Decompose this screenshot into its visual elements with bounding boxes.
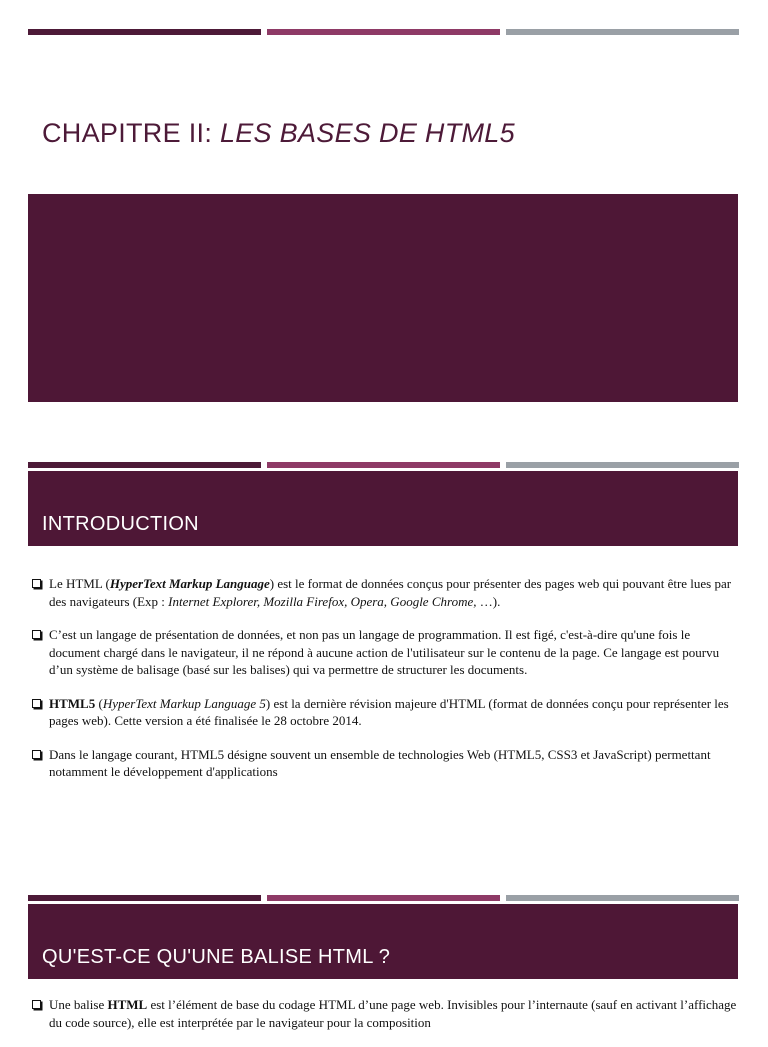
decor-stripe-mid <box>267 895 500 901</box>
balise-bullet-list <box>32 996 738 1047</box>
decor-stripe-grey <box>506 462 739 468</box>
decor-stripe-grey <box>506 895 739 901</box>
decor-stripe-mid <box>267 462 500 468</box>
intro-bullet-3: HTML5 (HyperText Markup Language 5) est la dernière révision majeure d'HTML (format de données conçu pour représenter les pages web). Cette version a été finalisée le 28 octobre 2014. <box>32 695 738 730</box>
decor-stripe-dark <box>28 895 261 901</box>
balise-banner <box>28 904 738 979</box>
intro-heading: INTRODUCTION <box>42 513 199 535</box>
checkbox-bullet-icon <box>32 630 41 639</box>
decor-stripe-dark <box>28 462 261 468</box>
checkbox-bullet-icon <box>32 1000 41 1009</box>
intro-bullet-1: Le HTML (HyperText Markup Language) est le format de données conçus pour présenter des pages web qui pouvant être lues par des navigateurs (Exp : Internet Explorer, Mozilla Firefox, Opera, Google Chrome, …). <box>32 575 738 610</box>
chapter-title-plain: CHAPITRE II: <box>42 118 220 148</box>
intro-bullet-list <box>32 575 738 797</box>
decor-stripe-dark <box>28 29 261 35</box>
checkbox-bullet-icon <box>32 579 41 588</box>
title-banner <box>28 194 738 402</box>
intro-bullet-4: Dans le langage courant, HTML5 désigne souvent un ensemble de technologies Web (HTML5, CSS3 et JavaScript) permettant notamment le développement d'applications <box>32 746 738 781</box>
checkbox-bullet-icon <box>32 699 41 708</box>
chapter-title <box>42 118 515 149</box>
balise-bullet-1: Une balise HTML est l’élément de base du codage HTML d’une page web. Invisibles pour l’internaute (sauf en activant l’affichage du code source), elle est interprétée par le navigateur pour la composition <box>32 996 738 1031</box>
checkbox-bullet-icon <box>32 750 41 759</box>
intro-bullet-2: C’est un langage de présentation de données, et non pas un langage de programmation. Il est figé, c'est-à-dire qu'une fois le document chargé dans le navigateur, il ne répond à aucune action de l'utilisateur sur le contenu de la page. Ce langage est pourvu d’un système de balisage (basé sur les balises) qui va permettre de structurer les documents. <box>32 626 738 679</box>
chapter-title-italic: LES BASES DE HTML5 <box>219 118 515 148</box>
decor-stripe-mid <box>267 29 500 35</box>
decor-stripe-grey <box>506 29 739 35</box>
intro-banner <box>28 471 738 546</box>
balise-heading: QU'EST-CE QU'UNE BALISE HTML ? <box>42 946 391 968</box>
